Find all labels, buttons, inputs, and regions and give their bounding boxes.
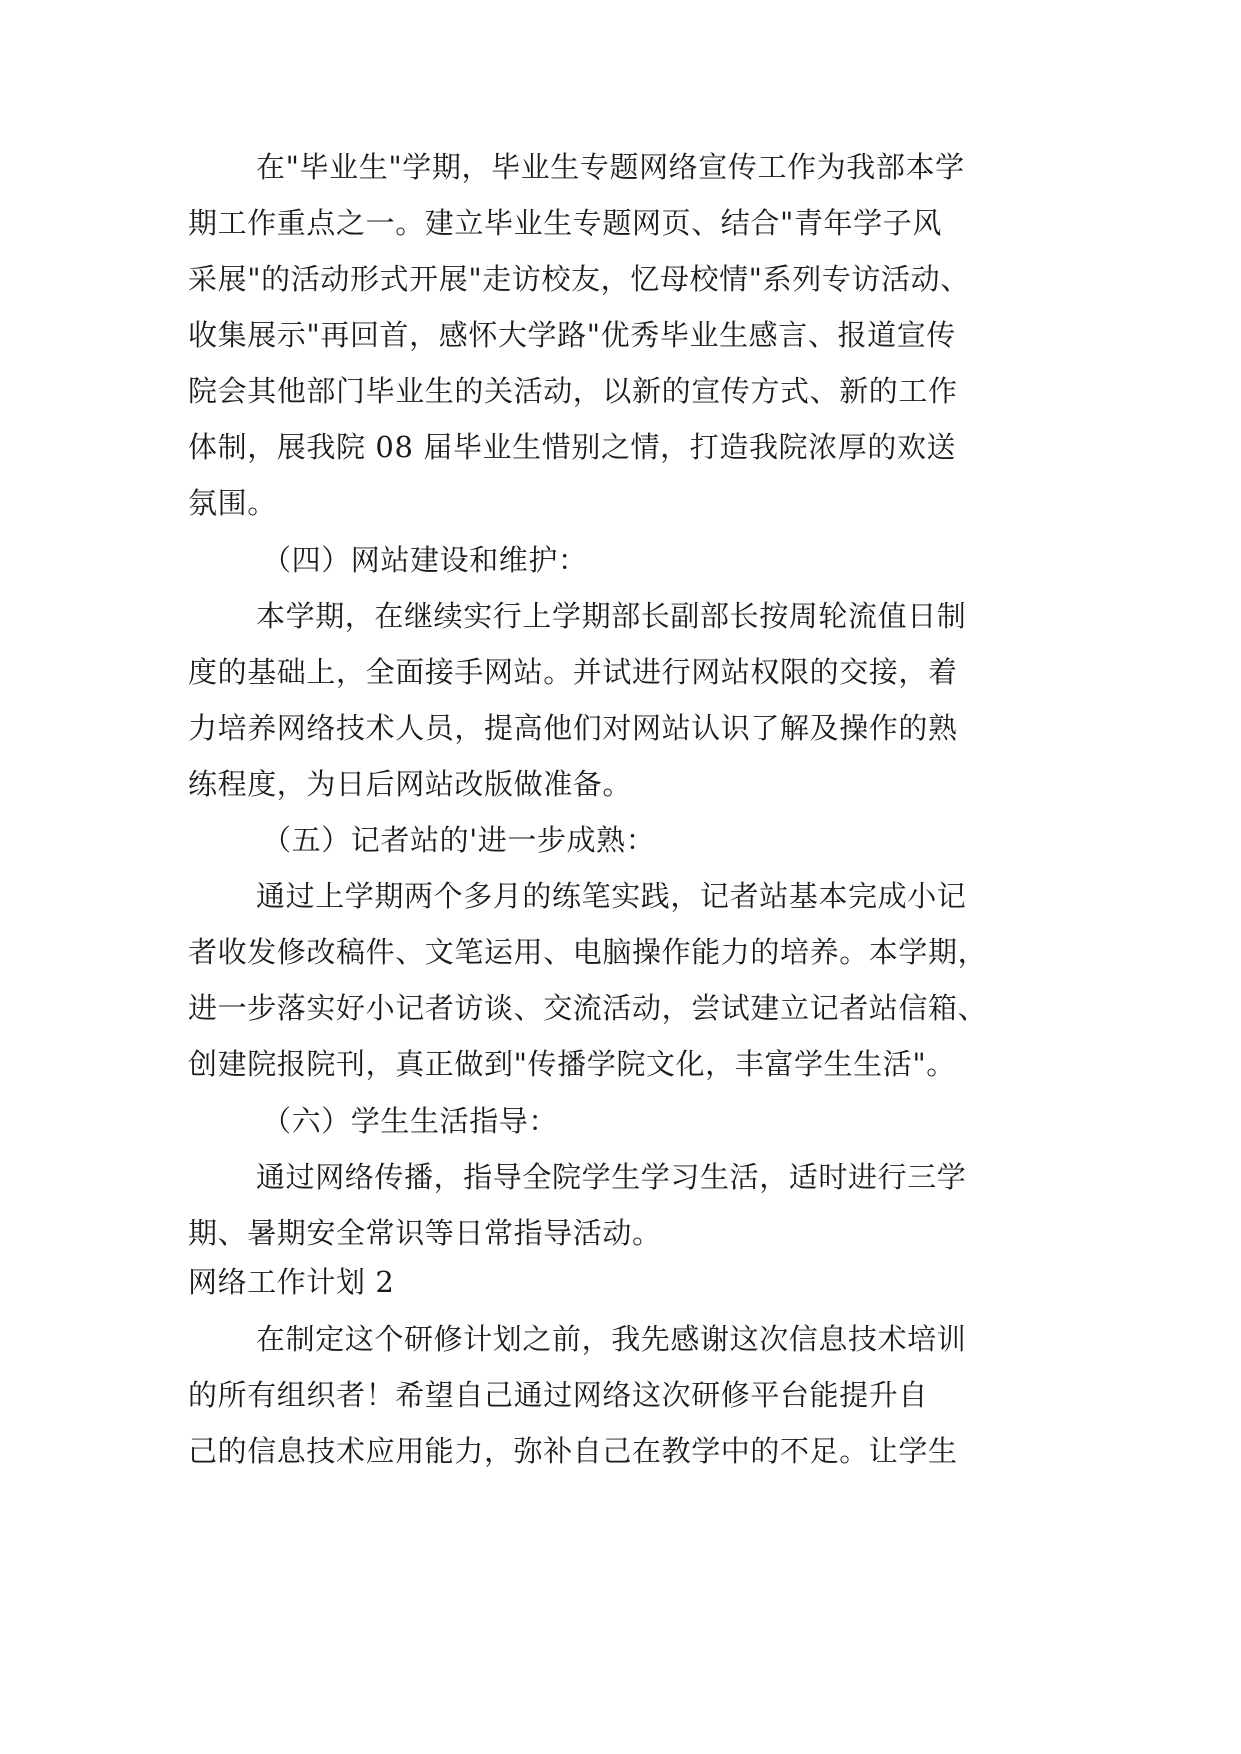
- paragraph-line: 院会其他部门毕业生的关活动，以新的宣传方式、新的工作: [188, 374, 958, 408]
- document-title: 网络工作计划 2: [188, 1265, 395, 1299]
- paragraph-line: 度的基础上，全面接手网站。并试进行网站权限的交接，着: [188, 655, 958, 689]
- paragraph-line: 在制定这个研修计划之前，我先感谢这次信息技术培训: [256, 1322, 967, 1356]
- paragraph-line: 期工作重点之一。建立毕业生专题网页、结合"青年学子风: [188, 206, 942, 240]
- section-heading: （四）网站建设和维护：: [262, 543, 588, 577]
- paragraph-line: 的所有组织者！希望自己通过网络这次研修平台能提升自: [188, 1378, 929, 1412]
- paragraph-line: 采展"的活动形式开展"走访校友，忆母校情"系列专访活动、: [188, 262, 970, 296]
- section-heading: （五）记者站的'进一步成熟：: [262, 823, 656, 857]
- paragraph-line: 收集展示"再回首，感怀大学路"优秀毕业生感言、报道宣传: [188, 318, 956, 352]
- paragraph-line: 力培养网络技术人员，提高他们对网站认识了解及操作的熟: [188, 711, 958, 745]
- paragraph-line: 者收发修改稿件、文笔运用、电脑操作能力的培养。本学期，: [188, 935, 988, 969]
- paragraph-line: 练程度，为日后网站改版做准备。: [188, 767, 633, 801]
- paragraph-line: 本学期，在继续实行上学期部长副部长按周轮流值日制: [256, 599, 967, 633]
- paragraph-line: 己的信息技术应用能力，弥补自己在教学中的不足。让学生: [188, 1434, 958, 1468]
- paragraph-line: 体制，展我院 08 届毕业生惜别之情，打造我院浓厚的欢送: [188, 430, 957, 464]
- paragraph-line: 通过上学期两个多月的练笔实践，记者站基本完成小记: [256, 879, 967, 913]
- paragraph-line: 通过网络传播，指导全院学生学习生活，适时进行三学: [256, 1160, 967, 1194]
- paragraph-line: 进一步落实好小记者访谈、交流活动，尝试建立记者站信箱、: [188, 991, 988, 1025]
- paragraph-line: 在"毕业生"学期，毕业生专题网络宣传工作为我部本学: [256, 150, 965, 184]
- paragraph-line: 创建院报院刊，真正做到"传播学院文化，丰富学生生活"。: [188, 1047, 956, 1081]
- paragraph-line: 氛围。: [188, 486, 277, 520]
- paragraph-line: 期、暑期安全常识等日常指导活动。: [188, 1216, 662, 1250]
- section-heading: （六）学生生活指导：: [262, 1104, 559, 1138]
